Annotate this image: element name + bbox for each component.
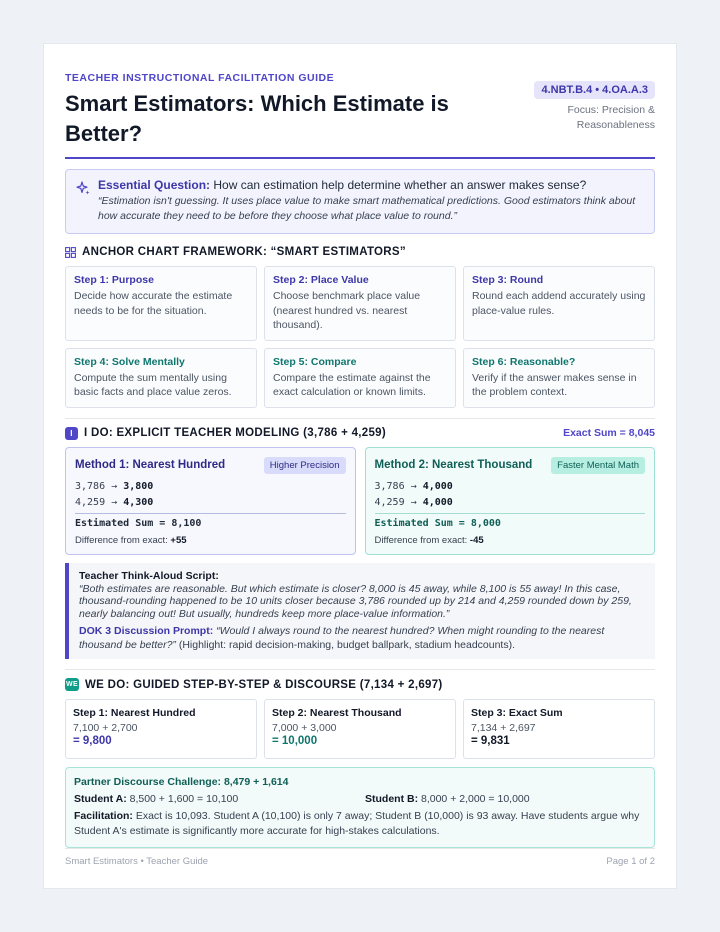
facilitation-note: Facilitation: Exact is 10,093. Student A (10,100) is only 7 away; Student B (10,000) is 93 away. Have students argue why Student A's estimate is significantly more accurate for high-stakes calculations. bbox=[74, 810, 640, 837]
step-expression: 7,000 + 3,000 bbox=[272, 722, 337, 734]
focus-line-1: Focus: Precision & bbox=[567, 104, 655, 116]
header-rule bbox=[65, 157, 655, 159]
student-a: Student A: 8,500 + 1,600 = 10,100 bbox=[74, 793, 239, 805]
estimated-sum: Estimated Sum = 8,000 bbox=[375, 513, 646, 531]
step-title: Step 1: Purpose bbox=[74, 274, 154, 286]
essential-question bbox=[98, 178, 642, 192]
dok-tail: (Highlight: rapid decision-making, budget ballpark, stadium headcounts). bbox=[178, 639, 516, 651]
step-desc: Verify if the answer makes sense in the problem context. bbox=[472, 371, 637, 398]
anchor-heading-text: ANCHOR CHART FRAMEWORK: “SMART ESTIMATORS” bbox=[82, 246, 406, 258]
anchor-step-card bbox=[65, 348, 257, 408]
step-desc: Compare the estimate against the exact calculation or known limits. bbox=[273, 371, 431, 398]
step-title: Step 5: Compare bbox=[273, 355, 357, 368]
step-expression: 7,134 + 2,697 bbox=[471, 722, 536, 734]
essential-quote: “Estimation isn't guessing. It uses place value to make smart mathematical predictions. Good estimators think about how accurate they need to be before they choose what place value to round.” bbox=[98, 195, 636, 222]
anchor-step-card bbox=[463, 348, 655, 408]
anchor-heading bbox=[65, 246, 655, 258]
essential-label: Essential Question: bbox=[98, 178, 211, 192]
anchor-step-card bbox=[264, 266, 456, 341]
page-header bbox=[65, 72, 655, 149]
rounding-line: 3,786 → 4,000 bbox=[374, 480, 453, 492]
partner-title: Partner Discourse Challenge: 8,479 + 1,614 bbox=[74, 776, 289, 788]
script-quote: “Both estimates are reasonable. But which estimate is closer? 8,000 is 45 away, while 8,100 is 55 away! In this case, thousand-rounding happened to be 10 units closer because 3,786 rounded up by 214 and 4,259 rounded down by 259, nearly balancing out! But usually, hundreds keep more place-value information.” bbox=[79, 582, 632, 620]
method-1-box bbox=[65, 447, 356, 555]
section-divider bbox=[65, 418, 655, 419]
anchor-step-card bbox=[65, 266, 257, 341]
focus-note bbox=[534, 103, 655, 133]
wedo-heading: WE DO: GUIDED STEP-BY-STEP & DISCOURSE (7,134 + 2,697) bbox=[85, 678, 443, 691]
guide-page bbox=[43, 43, 677, 889]
script-title: Teacher Think-Aloud Script: bbox=[79, 569, 219, 582]
method-title: Method 2: Nearest Thousand bbox=[374, 459, 533, 471]
step-title: Step 4: Solve Mentally bbox=[74, 355, 185, 368]
standards-badge: 4.NBT.B.4 • 4.OA.A.3 bbox=[534, 81, 655, 99]
methods bbox=[65, 447, 655, 555]
grid-icon bbox=[65, 247, 76, 258]
student-b: Student B: 8,000 + 2,000 = 10,000 bbox=[365, 793, 530, 805]
page-title: Smart Estimators: Which Estimate is Better? bbox=[65, 91, 449, 146]
step-desc: Decide how accurate the estimate needs to be for the situation. bbox=[74, 290, 233, 317]
essential-question-text: How can estimation help determine whether an answer makes sense? bbox=[213, 178, 587, 192]
footer-title: Smart Estimators • Teacher Guide bbox=[65, 856, 209, 867]
step-desc: Choose benchmark place value (nearest hundred vs. nearest thousand). bbox=[273, 290, 421, 331]
guided-step-card bbox=[264, 699, 456, 759]
difference: Difference from exact: +55 bbox=[75, 534, 187, 546]
rounding-line: 4,259 → 4,000 bbox=[374, 496, 453, 508]
wedo-header bbox=[65, 678, 655, 691]
section-divider bbox=[65, 669, 655, 670]
rounding-line: 3,786 → 3,800 bbox=[75, 480, 154, 492]
step-result: = 9,831 bbox=[471, 735, 510, 747]
wedo-badge: WE bbox=[65, 678, 79, 691]
step-expression: 7,100 + 2,700 bbox=[73, 722, 138, 734]
ido-header bbox=[65, 427, 655, 440]
anchor-steps bbox=[65, 266, 655, 408]
method-badge: Higher Precision bbox=[264, 457, 346, 474]
dok-prompt bbox=[79, 624, 645, 652]
ido-heading: I DO: EXPLICIT TEACHER MODELING (3,786 + 4,259) bbox=[84, 427, 386, 439]
method-title: Method 1: Nearest Hundred bbox=[75, 459, 226, 471]
think-aloud-script bbox=[65, 563, 655, 660]
step-desc: Compute the sum mentally using basic facts and place value zeros. bbox=[74, 371, 232, 398]
step-title: Step 3: Round bbox=[472, 274, 544, 286]
essential-question-box bbox=[65, 169, 655, 234]
guided-step-card bbox=[65, 699, 257, 759]
guided-step-card bbox=[463, 699, 655, 759]
dok-label: DOK 3 Discussion Prompt: bbox=[79, 625, 214, 637]
page-footer bbox=[65, 848, 655, 867]
method-badge: Faster Mental Math bbox=[551, 457, 645, 474]
dok-quote: “Would I always round to the nearest hundred? When might rounding to the nearest thousand be better?” bbox=[79, 625, 605, 651]
guided-steps bbox=[65, 699, 655, 759]
rounding-line: 4,259 → 4,300 bbox=[75, 496, 154, 508]
step-title: Step 2: Nearest Thousand bbox=[272, 707, 402, 719]
step-title: Step 1: Nearest Hundred bbox=[73, 707, 196, 719]
step-result: = 9,800 bbox=[73, 735, 112, 747]
anchor-step-card bbox=[264, 348, 456, 408]
step-result: = 10,000 bbox=[272, 735, 318, 747]
partner-challenge bbox=[65, 767, 655, 848]
student-answers bbox=[74, 793, 646, 805]
estimated-sum: Estimated Sum = 8,100 bbox=[75, 513, 346, 531]
page-number: Page 1 of 2 bbox=[606, 856, 655, 867]
ido-badge: I bbox=[65, 427, 78, 440]
step-title: Step 6: Reasonable? bbox=[472, 355, 576, 368]
exact-sum: Exact Sum = 8,045 bbox=[563, 427, 655, 439]
method-2-box bbox=[365, 447, 656, 555]
step-title: Step 3: Exact Sum bbox=[471, 707, 563, 719]
focus-line-2: Reasonableness bbox=[576, 119, 655, 131]
difference: Difference from exact: -45 bbox=[374, 534, 484, 546]
sparkle-icon bbox=[75, 180, 91, 196]
anchor-step-card bbox=[463, 266, 655, 341]
step-desc: Round each addend accurately using place-value rules. bbox=[472, 290, 646, 317]
step-title: Step 2: Place Value bbox=[273, 274, 369, 286]
guide-kicker: TEACHER INSTRUCTIONAL FACILITATION GUIDE bbox=[65, 72, 335, 84]
